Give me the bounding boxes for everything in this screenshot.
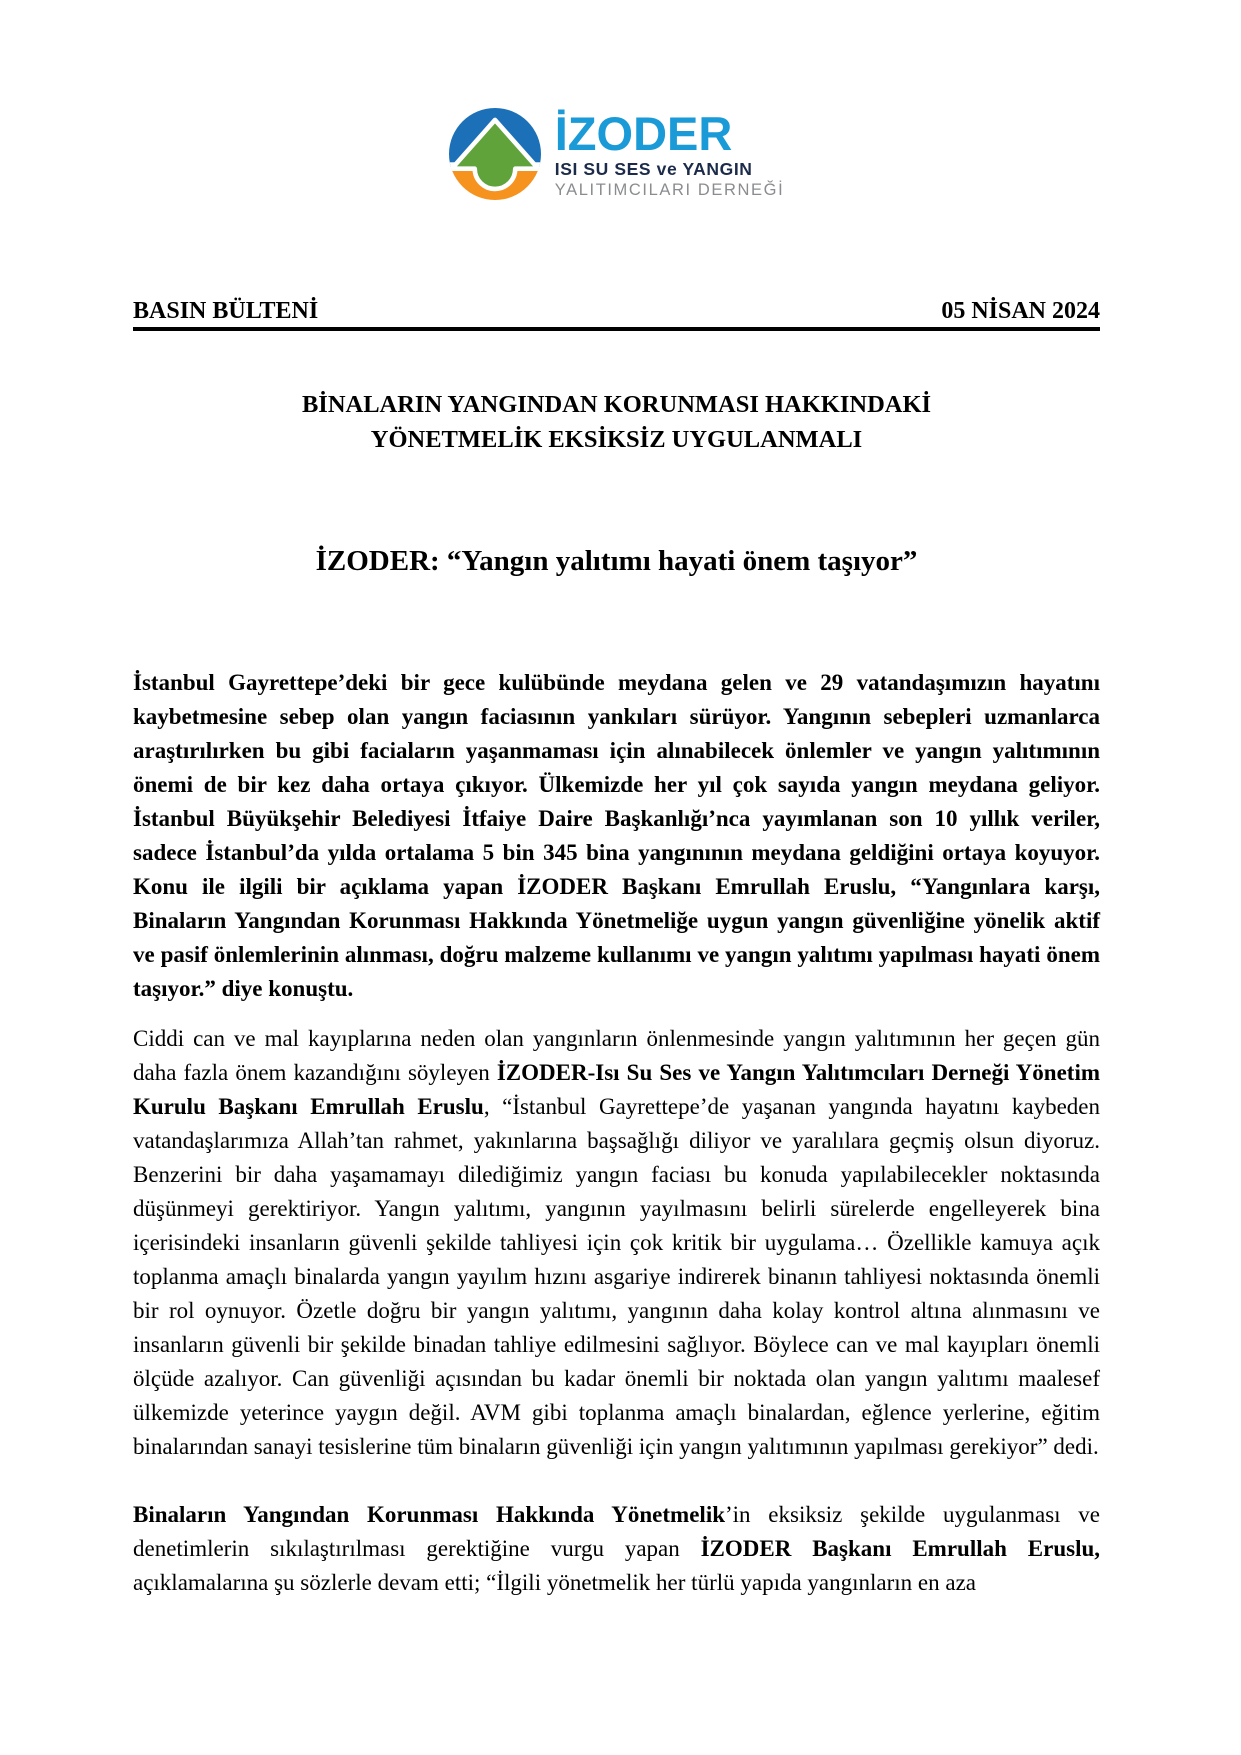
body-paragraph-2 (133, 1022, 1100, 1464)
headline-line-2: YÖNETMELİK EKSİKSİZ UYGULANMALI (370, 426, 863, 453)
headline-line-1: BİNALARIN YANGINDAN KORUNMASI HAKKINDAKİ (301, 391, 932, 418)
headline (133, 387, 1100, 457)
bulletin-header (133, 298, 1100, 331)
lead-paragraph: İstanbul Gayrettepe’deki bir gece kulübünde meydana gelen ve 29 vatandaşımızın hayatını kaybetmesine sebep olan yangın faciasının yankıları sürüyor. Yangının sebepleri uzmanlarca araştırılırken bu gibi faciaların yaşanmaması için alınabilecek önlemler ve yangın yalıtımının önemi de bir kez daha ortaya çıkıyor. Ülkemizde her yıl çok sayıda yangın meydana geliyor. İstanbul Büyükşehir Belediyesi İtfaiye Daire Başkanlığı’nca yayımlanan son 10 yıllık veriler, sadece İstanbul’da yılda ortalama 5 bin 345 bina yangınının meydana geldiğini ortaya koyuyor. Konu ile ilgili bir açıklama yapan İZODER Başkanı Emrullah Eruslu, “Yangınlara karşı, Binaların Yangından Korunması Hakkında Yönetmeliğe uygun yangın güvenliğine yönelik aktif ve pasif önlemlerinin alınması, doğru malzeme kullanımı ve yangın yalıtımı yapılması hayati önem taşıyor.” diye konuştu. (133, 670, 1100, 1001)
izoder-logo-text (554, 107, 785, 199)
logo-brand-name: İZODER (554, 107, 733, 160)
paragraph-bold-text: Binaların Yangından Korunması Hakkında Yönetmelik (133, 1502, 725, 1527)
bulletin-label: BASIN BÜLTENİ (133, 298, 319, 324)
subheadline: İZODER: “Yangın yalıtımı hayati önem taşıyor” (315, 545, 918, 577)
logo-tagline-2: YALITIMCILARI DERNEĞİ (554, 180, 785, 199)
paragraph-bold-text: İZODER-Isı Su Ses ve Yangın Yalıtımcıları Derneği Yönetim Kurulu Başkanı Emrullah Eruslu (133, 1060, 1100, 1119)
logo-tagline-1: ISI SU SES ve YANGIN (554, 159, 753, 179)
paragraph-text: ’in eksiksiz şekilde uygulanması ve denetimlerin sıkılaştırılması gerektiğine vurgu yapan (133, 1502, 1100, 1561)
paragraph-text: , “İstanbul Gayrettepe’de yaşanan yangında hayatını kaybeden vatandaşlarımıza Allah’tan rahmet, yakınlarına başsağlığı diliyor ve yaralılara geçmiş olsun diyoruz. Benzerini bir daha yaşamamayı dilediğimiz yangın faciası bu konuda yapılabilecekler noktasında düşünmeyi gerektiriyor. Yangın yalıtımı, yangının yayılmasını belirli sürelerde engelleyerek bina içerisindeki insanların güvenli şekilde tahliyesi için çok kritik bir uygulama… Özellikle kamuya açık toplanma amaçlı binalarda yangın yayılım hızını asgariye indirerek binanın tahliyesi noktasında önemli bir rol oynuyor. Özetle doğru bir yangın yalıtımı, yangının daha kolay kontrol altına alınmasını ve insanların güvenli bir şekilde binadan tahliye edilmesini sağlıyor. Böylece can ve mal kayıpları önemli ölçüde azalıyor. Can güvenliği açısından bu kadar önemli bir noktada olan yangın yalıtımı maalesef ülkemizde yeterince yaygın değil. AVM gibi toplanma amaçlı binalardan, eğlence yerlerine, eğitim binalarından sanayi tesislerine tüm binaların güvenliği için yangın yalıtımının yapılması gerekiyor” dedi. (133, 1094, 1100, 1459)
body-paragraph-3 (133, 1498, 1100, 1600)
paragraph-text: Ciddi can ve mal kayıplarına neden olan yangınların önlenmesinde yangın yalıtımının her geçen gün daha fazla önem kazandığını söyleyen (133, 1026, 1100, 1085)
izoder-logo-icon (449, 108, 541, 200)
paragraph-bold-text: İZODER Başkanı Emrullah Eruslu, (700, 1536, 1100, 1561)
paragraph-text: açıklamalarına şu sözlerle devam etti; “İlgili yönetmelik her türlü yapıda yangınların en aza (133, 1570, 977, 1595)
izoder-logo (133, 106, 1100, 202)
bulletin-date: 05 NİSAN 2024 (941, 298, 1100, 324)
